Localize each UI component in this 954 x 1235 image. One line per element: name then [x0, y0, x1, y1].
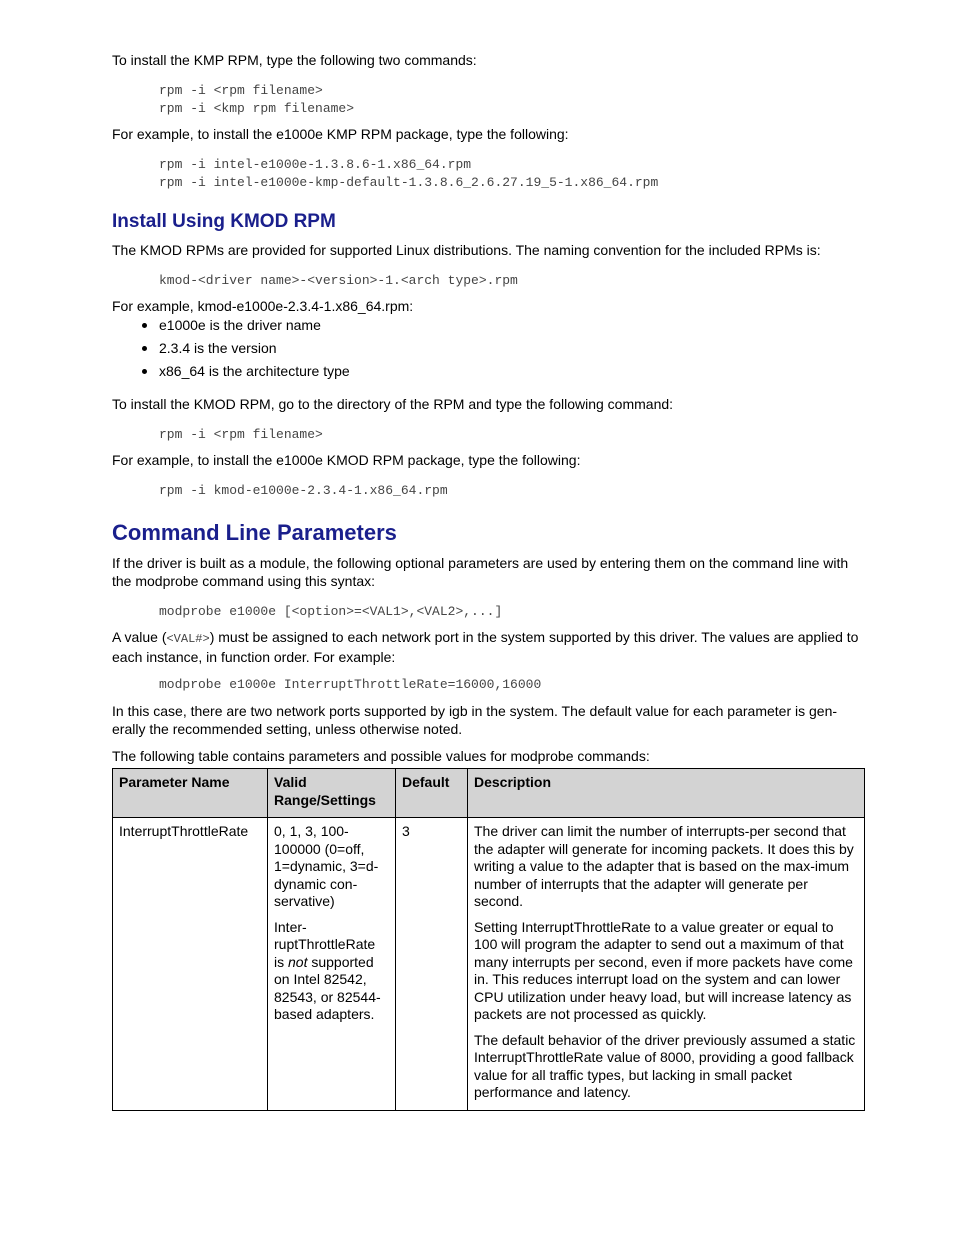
value-text-post: ) must be assigned to each network port in the system supported by this driver. The values are applied to each instance, in function order. For example: — [112, 629, 859, 665]
range-note — [274, 919, 389, 1024]
cell-parameter-name: InterruptThrottleRate — [113, 818, 268, 1111]
cell-valid-range — [268, 818, 396, 1111]
kmp-intro: To install the KMP RPM, type the following two commands: — [112, 52, 477, 68]
list-item-text: x86_64 is the architecture type — [159, 363, 350, 379]
kmod-bullet-list — [112, 316, 864, 385]
list-item — [112, 339, 864, 362]
value-text-pre: A value ( — [112, 629, 167, 645]
range-note-post: supported on Intel 82542, 82543, or 82544-based adapters. — [274, 953, 381, 1022]
bullet-icon — [142, 369, 147, 374]
kmod-naming-code: kmod-<driver name>-<version>-1.<arch type>.rpm — [159, 273, 518, 288]
list-item — [112, 362, 864, 385]
table-row — [113, 818, 865, 1111]
parameters-table — [112, 768, 865, 1111]
header-parameter-name: Parameter Name — [113, 769, 268, 818]
code-line: rpm -i <kmp rpm filename> — [159, 101, 355, 116]
kmp-code-2 — [159, 156, 658, 192]
kmp-example-intro: For example, to install the e1000e KMP RPM package, type the following: — [112, 126, 569, 142]
cmdline-case-text: In this case, there are two network ports supported by igb in the system. The default value for each parameter is gen-erally the recommended setting, unless otherwise noted. — [112, 703, 838, 737]
cell-default: 3 — [396, 818, 468, 1111]
list-item-text: e1000e is the driver name — [159, 317, 321, 333]
list-item — [112, 316, 864, 339]
table-header-row — [113, 769, 865, 818]
kmp-code-1 — [159, 82, 354, 118]
cmdline-example-code: modprobe e1000e InterruptThrottleRate=16000,16000 — [159, 677, 542, 692]
kmod-example: For example, kmod-e1000e-2.3.4-1.x86_64.rpm: — [112, 298, 414, 314]
bullet-icon — [142, 346, 147, 351]
table-intro: The following table contains parameters and possible values for modprobe commands: — [112, 748, 650, 764]
kmod-heading: Install Using KMOD RPM — [112, 211, 336, 232]
bullet-icon — [142, 323, 147, 328]
range-text: 0, 1, 3, 100-100000 (0=off, 1=dynamic, 3=d-dynamic con-servative) — [274, 823, 379, 909]
cell-description — [468, 818, 865, 1111]
range-note-pre: Inter-ruptThrottleRate is — [274, 918, 376, 970]
kmod-example-code: rpm -i kmod-e1000e-2.3.4-1.x86_64.rpm — [159, 483, 448, 498]
cmdline-syntax-code: modprobe e1000e [<option>=<VAL1>,<VAL2>,...] — [159, 604, 503, 619]
kmod-install-code: rpm -i <rpm filename> — [159, 427, 323, 442]
header-valid-range: Valid Range/Settings — [268, 769, 396, 818]
code-line: rpm -i intel-e1000e-1.3.8.6-1.x86_64.rpm — [159, 157, 472, 172]
description-paragraph: The default behavior of the driver previously assumed a static InterruptThrottleRate value of 8000, providing a good fallback value for all traffic types, but lacking in small packet performance and latency. — [474, 1031, 856, 1100]
header-default: Default — [396, 769, 468, 818]
header-description: Description — [468, 769, 865, 818]
cmdline-intro: If the driver is built as a module, the following optional parameters are used by entering them on the command line with the modprobe command using this syntax: — [112, 555, 849, 589]
value-inline-code: <VAL#> — [166, 632, 210, 646]
code-line: rpm -i intel-e1000e-kmp-default-1.3.8.6_2.6.27.19_5-1.x86_64.rpm — [159, 175, 659, 190]
description-paragraph: Setting InterruptThrottleRate to a value greater or equal to 100 will program the adapter to send out a maximum of that many interrupts per second, even if more packets have come in. This reduces interrupt load on the system and can lower CPU utilization under heavy load, but will increase latency as packets are not processed as quickly. — [474, 918, 853, 1022]
cmdline-value-text — [112, 628, 864, 666]
cmdline-heading: Command Line Parameters — [112, 520, 397, 545]
range-note-emphasis: not — [288, 953, 308, 970]
kmod-example-intro: For example, to install the e1000e KMOD RPM package, type the following: — [112, 452, 581, 468]
description-paragraph: The driver can limit the number of interrupts-per second that the adapter will generate for incoming packets. It does this by writing a value to the adapter that is based on the max-imum number of interrupts that the adapter will generate per second. — [474, 823, 854, 909]
list-item-text: 2.3.4 is the version — [159, 340, 277, 356]
code-line: rpm -i <rpm filename> — [159, 83, 323, 98]
kmod-intro: The KMOD RPMs are provided for supported Linux distributions. The naming convention for the included RPMs is: — [112, 242, 821, 258]
kmod-install-intro: To install the KMOD RPM, go to the directory of the RPM and type the following command: — [112, 396, 674, 412]
